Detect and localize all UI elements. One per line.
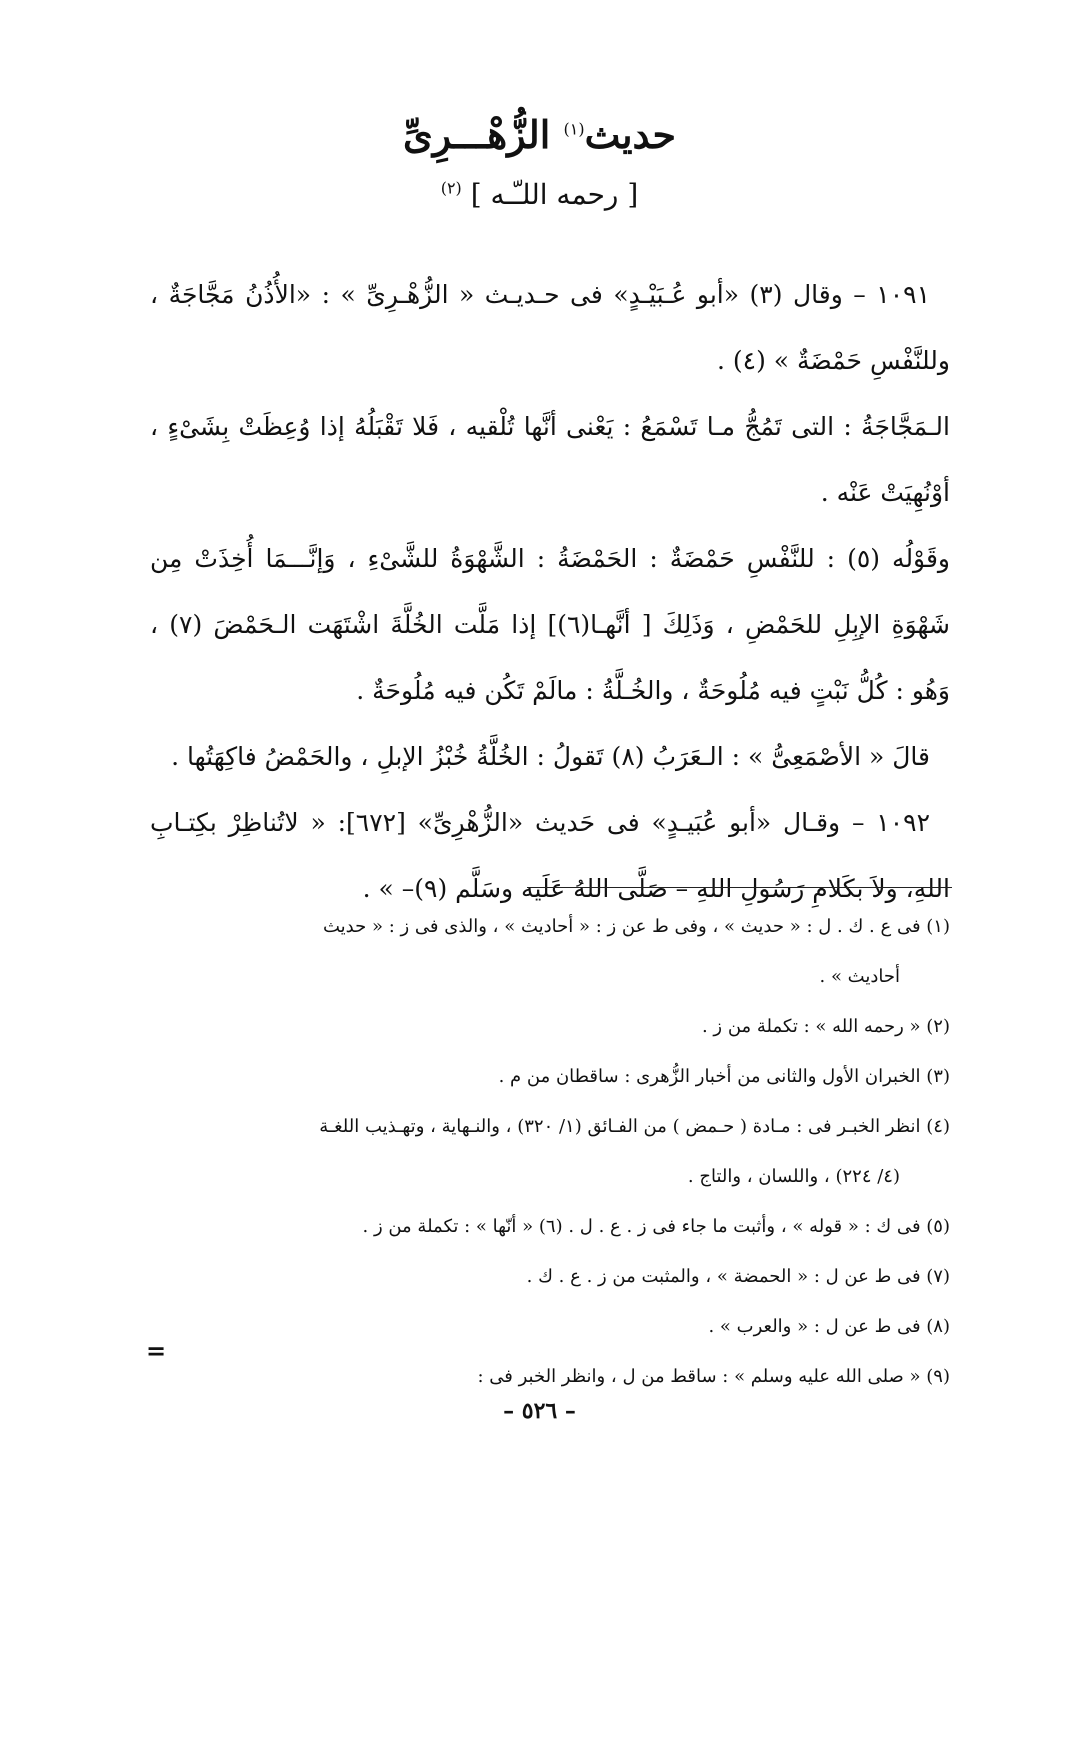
footnote-continuation: أحاديث » .: [819, 966, 900, 987]
footnote-continuation: (٤/ ٢٢٤) ، واللسان ، والتاج .: [687, 1166, 900, 1187]
page-title: [0, 112, 1079, 157]
paragraph: قالَ « الأصْمَعِىُّ » : الـعَرَبُ (٨) تَقولُ : الخُلَّةُ خُبْزُ الإبلِ ، والحَمْضُ فاكِهَتُها .: [171, 742, 930, 771]
page-number: – ٥٢٦ –: [503, 1398, 576, 1424]
title-word: حديث: [584, 112, 676, 157]
subtitle-footnote-ref: (٢): [440, 178, 462, 198]
footnote: (١) فى ع . ك . ل : « حديث » ، وفى ط عن ز : « أحاديث » ، والذى فى ز : « حديث: [323, 916, 950, 937]
footnote: (٧) فى ط عن ل : « الحمضة » ، والمثبت من ز . ع . ك .: [526, 1266, 950, 1287]
subtitle-text: [ رحمه اللـّـه ]: [470, 178, 639, 211]
page-subtitle: [0, 178, 1079, 211]
footnote: (٣) الخبران الأول والثانى من أخبار الزُّهرى : ساقطان من م .: [498, 1066, 950, 1087]
footnote: (٥) فى ك : « قوله » ، وأثبت ما جاء فى ز . ع . ل . (٦) « أنّها » : تكملة من ز .: [362, 1216, 950, 1237]
footnote: (٤) انظر الخبـر فى : مـادة ( حـمض ) من الفـائق (١/ ٣٢٠) ، والنـهاية ، وتهـذيب اللغـة: [319, 1116, 950, 1137]
paragraph: ١٠٩١ – وقال (٣) «أبو عُـبَيْـدٍ» فى حـديـث « الزُّهْـرِىِّ » : «الأُذُنُ مَجَّاجَةٌ ، وللنَّفْسِ حَمْضَةٌ » (٤) .: [150, 280, 950, 375]
footnotes: [150, 902, 950, 1402]
footnote: (٩) « صلى الله عليه وسلم » : ساقط من ل ، وانظر الخبر فى :: [477, 1366, 950, 1387]
paragraph: الـمَجَّاجَةُ : التى تَمُجُّ مـا تَسْمَعُ : يَعْنى أنَّها تُلْقيه ، فَلا تَقْبَلُهُ إذا وُعِظَتْ بِشَىْءٍ ، أوْنُهِيَتْ عَنْه .: [150, 412, 950, 507]
paragraph: ١٠٩٢ – وقـال «أبو عُبَيـدٍ» فى حَديث «الزُّهْرِىِّ» [٦٧٢]: « لاتُناظِرْ بكِتـابِ اللهِ، ولاَ بكَلامِ رَسُولِ اللهِ – صَلَّى اللهُ عَلَيه وسَلَّم (٩)– » .: [150, 808, 950, 903]
title-footnote-ref: (١): [563, 119, 585, 139]
paragraph: وقَوْلُه (٥) : للنَّفْسِ حَمْضَةٌ : الحَمْضَةُ : الشَّهْوَةُ للشَّىْءِ ، وَإنَّـــمَا أُخِذَتْ مِن شَهْوَةِ الإبِلِ للحَمْضِ ، وَذَلِكَ [ أنَّهـا(٦)] إذا مَلَّت الخُلَّةَ اشْتَهَت الـحَمْضَ (٧) ، وَهُو : كُلُّ نَبْتٍ فيه مُلُوحَةٌ ، والخُـلَّةُ : مالَمْ تَكُن فيه مُلُوحَةٌ .: [150, 544, 950, 705]
footnote: (٢) « رحمه الله » : تكملة من ز .: [701, 1016, 950, 1037]
footnote-divider: [527, 887, 952, 888]
continuation-mark: =: [146, 1336, 167, 1365]
title-name: الزُّهْـــرِىِّ: [403, 112, 551, 157]
main-text: [150, 262, 950, 922]
footnote: (٨) فى ط عن ل : « والعرب » .: [708, 1316, 950, 1337]
